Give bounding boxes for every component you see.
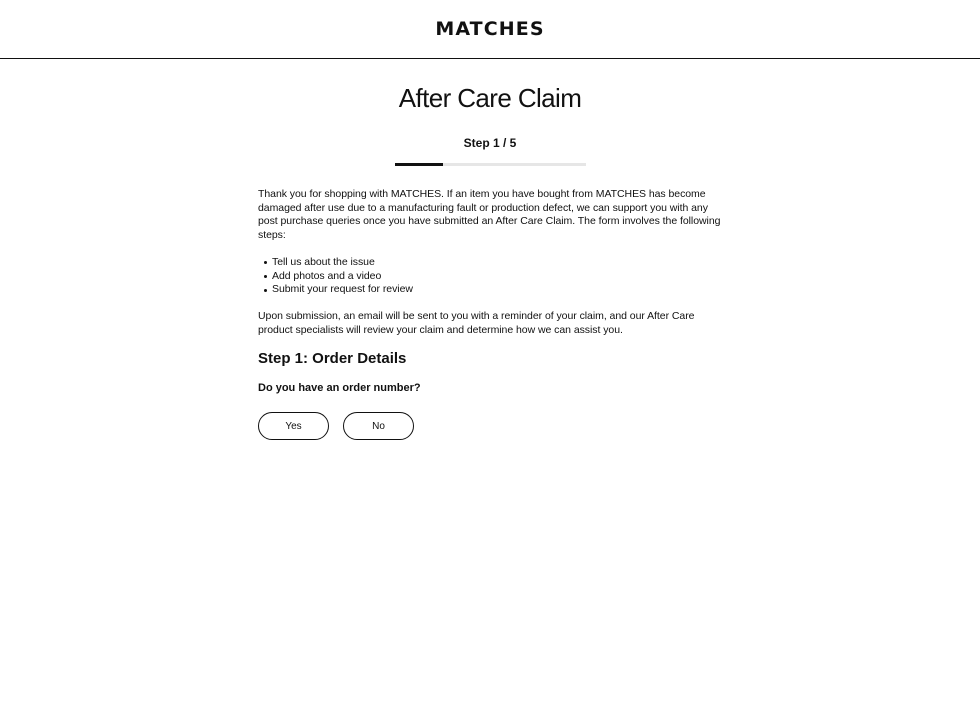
submission-paragraph: Upon submission, an email will be sent to you with a reminder of your claim, and our After Care product specialists will review your claim and determine how we can assist you. [258, 310, 695, 336]
progress-bar-fill [395, 163, 443, 166]
brand-logo[interactable]: MATCHES [435, 17, 545, 40]
page-title: After Care Claim [398, 83, 582, 113]
list-item: Submit your request for review [258, 283, 722, 297]
steps-list [258, 256, 722, 297]
yes-button[interactable]: Yes [258, 412, 329, 440]
list-item: Tell us about the issue [258, 256, 722, 270]
order-number-choices [258, 412, 414, 440]
no-button[interactable]: No [343, 412, 414, 440]
list-item: Add photos and a video [258, 270, 722, 284]
progress-bar [395, 163, 586, 166]
section-heading: Step 1: Order Details [258, 350, 407, 367]
intro-text [258, 188, 722, 338]
order-number-question: Do you have an order number? [258, 382, 421, 394]
step-indicator: Step 1 / 5 [463, 136, 517, 150]
site-header [0, 0, 980, 59]
intro-paragraph: Thank you for shopping with MATCHES. If an item you have bought from MATCHES has become damaged after use due to a manufacturing fault or production defect, we can support you with any post purchase queries once you have submitted an After Care Claim. The form involves the following steps: [258, 188, 721, 241]
